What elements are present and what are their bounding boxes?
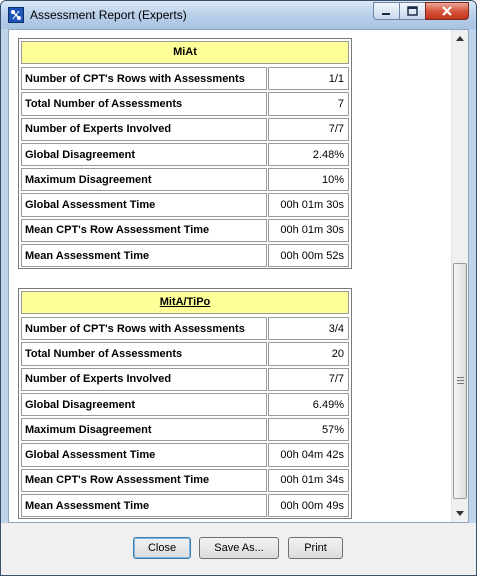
minimize-icon (374, 3, 398, 19)
row-value: 7/7 (268, 368, 349, 391)
close-icon (426, 3, 468, 19)
row-value: 00h 00m 52s (268, 244, 349, 267)
row-label: Mean Assessment Time (21, 494, 267, 517)
row-label: Maximum Disagreement (21, 168, 267, 191)
table-row (19, 392, 351, 417)
row-label: Number of CPT's Rows with Assessments (21, 67, 267, 90)
row-label: Number of Experts Involved (21, 118, 267, 141)
row-value: 7 (268, 92, 349, 115)
row-label: Mean CPT's Row Assessment Time (21, 469, 267, 492)
report-table-mita-tipo (18, 288, 352, 519)
table-row (19, 316, 351, 341)
app-icon (8, 7, 24, 23)
maximize-icon (400, 3, 424, 19)
scroll-area[interactable] (9, 30, 452, 522)
table-row (19, 117, 351, 142)
row-label: Mean CPT's Row Assessment Time (21, 219, 267, 242)
table-row (19, 417, 351, 442)
row-label: Total Number of Assessments (21, 342, 267, 365)
table-row (19, 341, 351, 366)
row-label: Mean Assessment Time (21, 244, 267, 267)
minimize-button[interactable] (373, 2, 399, 20)
scroll-down-button[interactable] (452, 505, 468, 522)
vertical-scrollbar[interactable] (451, 30, 468, 522)
row-label: Total Number of Assessments (21, 92, 267, 115)
window-controls (373, 2, 469, 20)
row-value: 7/7 (268, 118, 349, 141)
row-label: Global Assessment Time (21, 193, 267, 216)
row-value: 00h 01m 34s (268, 469, 349, 492)
row-value: 1/1 (268, 67, 349, 90)
table-header (21, 291, 349, 314)
maximize-button[interactable] (399, 2, 425, 20)
table-row (19, 142, 351, 167)
report-table-miat (18, 38, 352, 269)
row-label: Global Disagreement (21, 393, 267, 416)
title-bar[interactable] (1, 1, 476, 29)
table-row (19, 493, 351, 518)
table-row (19, 367, 351, 392)
row-value: 2.48% (268, 143, 349, 166)
table-header (21, 41, 349, 64)
row-value: 10% (268, 168, 349, 191)
grip-icon (457, 377, 464, 384)
table-row (19, 66, 351, 91)
row-value: 20 (268, 342, 349, 365)
table-row (19, 91, 351, 116)
row-value: 00h 00m 49s (268, 494, 349, 517)
row-value: 3/4 (268, 317, 349, 340)
row-value: 00h 01m 30s (268, 219, 349, 242)
close-window-button[interactable] (425, 2, 469, 20)
button-bar (1, 523, 476, 575)
table-row (19, 468, 351, 493)
report-content (8, 29, 469, 523)
table-row (19, 192, 351, 217)
row-value: 00h 04m 42s (268, 443, 349, 466)
table-row (19, 167, 351, 192)
row-label: Global Disagreement (21, 143, 267, 166)
row-value: 57% (268, 418, 349, 441)
row-value: 6.49% (268, 393, 349, 416)
table-row (19, 442, 351, 467)
table-title: MitA/TiPo (159, 296, 211, 308)
scroll-up-icon (456, 36, 464, 41)
scroll-thumb[interactable] (453, 263, 467, 499)
row-label: Number of Experts Involved (21, 368, 267, 391)
print-button[interactable]: Print (288, 537, 343, 559)
row-label: Global Assessment Time (21, 443, 267, 466)
table-row (19, 243, 351, 268)
row-label: Maximum Disagreement (21, 418, 267, 441)
row-label: Number of CPT's Rows with Assessments (21, 317, 267, 340)
close-button[interactable]: Close (133, 537, 191, 559)
scroll-down-icon (456, 511, 464, 516)
scroll-up-button[interactable] (452, 30, 468, 47)
table-row (19, 218, 351, 243)
save-as-button[interactable]: Save As... (199, 537, 279, 559)
table-title: MiAt (173, 46, 197, 58)
window-title: Assessment Report (Experts) (30, 8, 187, 22)
row-value: 00h 01m 30s (268, 193, 349, 216)
